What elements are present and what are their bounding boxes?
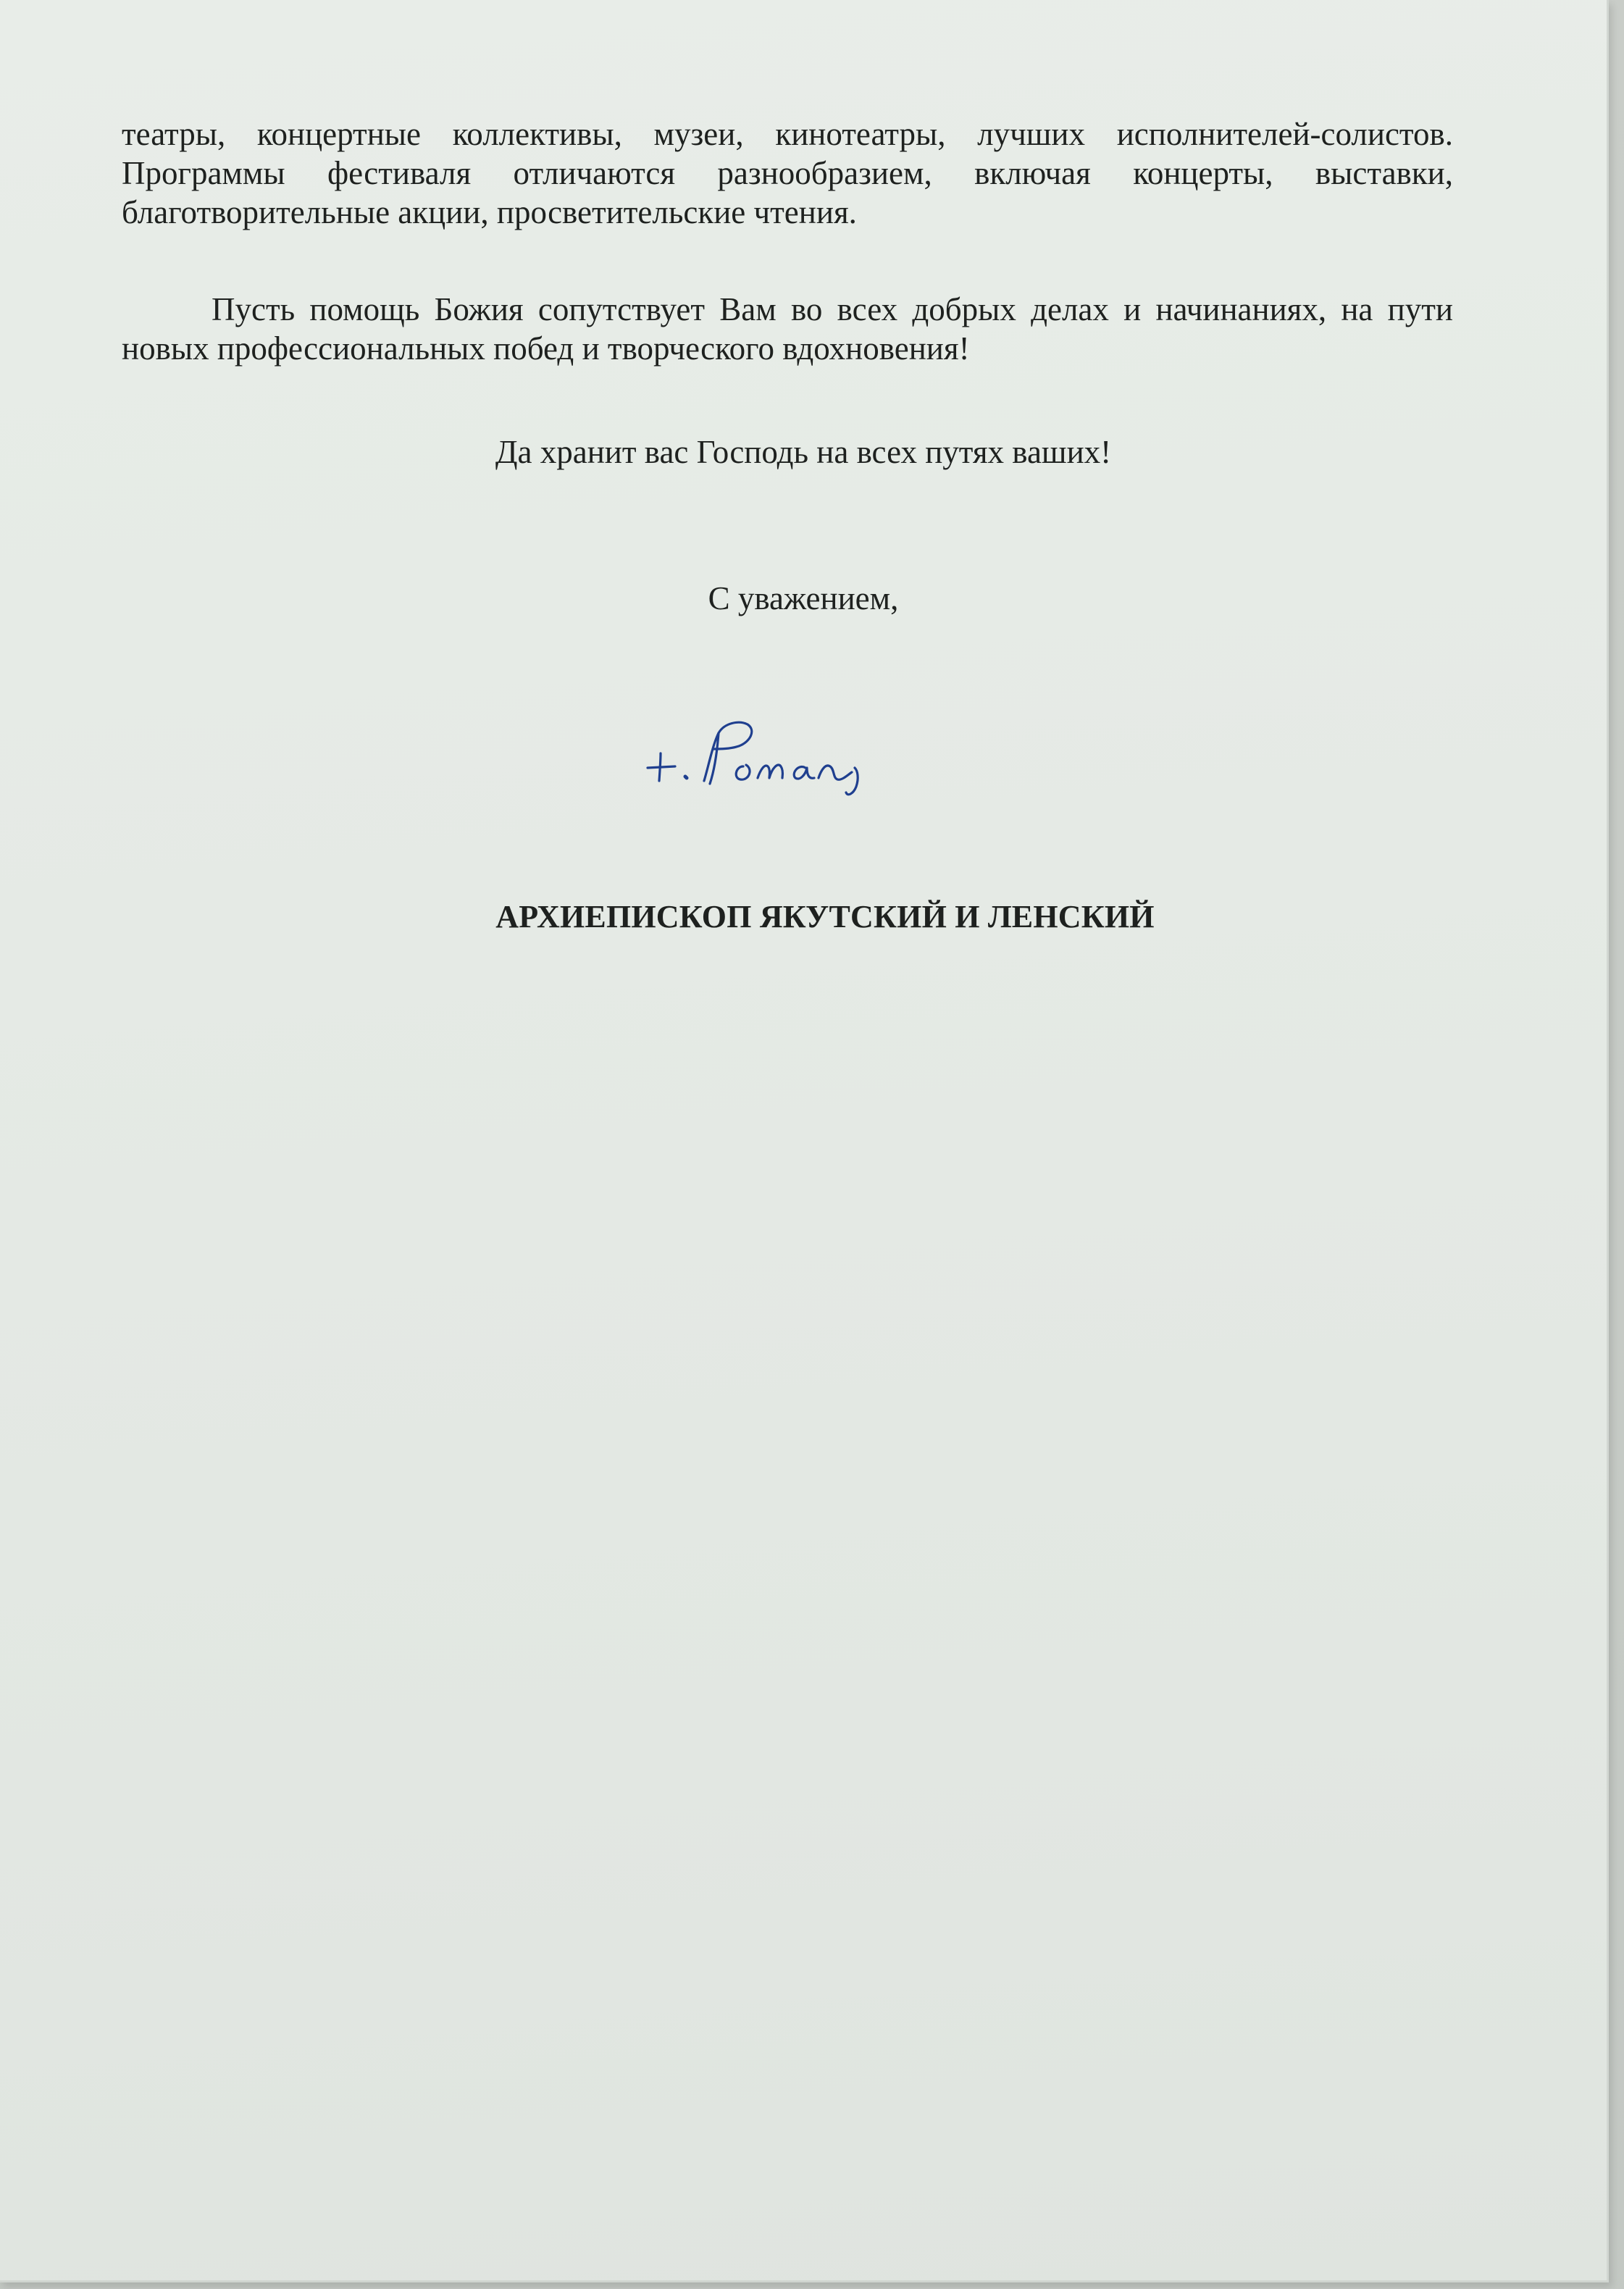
paragraph-continuation: театры, концертные коллективы, музеи, кинотеатры, лучших исполнителей-солистов. Программы фестиваля отличаются разнообразием, включая концерты, выставки, благотворительные акции, просветительские чтения.	[122, 116, 1453, 230]
handwritten-signature	[637, 708, 927, 810]
paragraph-wishes: Пусть помощь Божия сопутствует Вам во всех добрых делах и начинаниях, на пути новых профессиональных побед и творческого вдохновения!	[122, 291, 1453, 367]
blessing-line: Да хранит вас Господь на всех путях ваших!	[495, 434, 1112, 470]
closing-line: С уважением,	[708, 580, 899, 616]
signatory-title: АРХИЕПИСКОП ЯКУТСКИЙ И ЛЕНСКИЙ	[495, 899, 1155, 934]
